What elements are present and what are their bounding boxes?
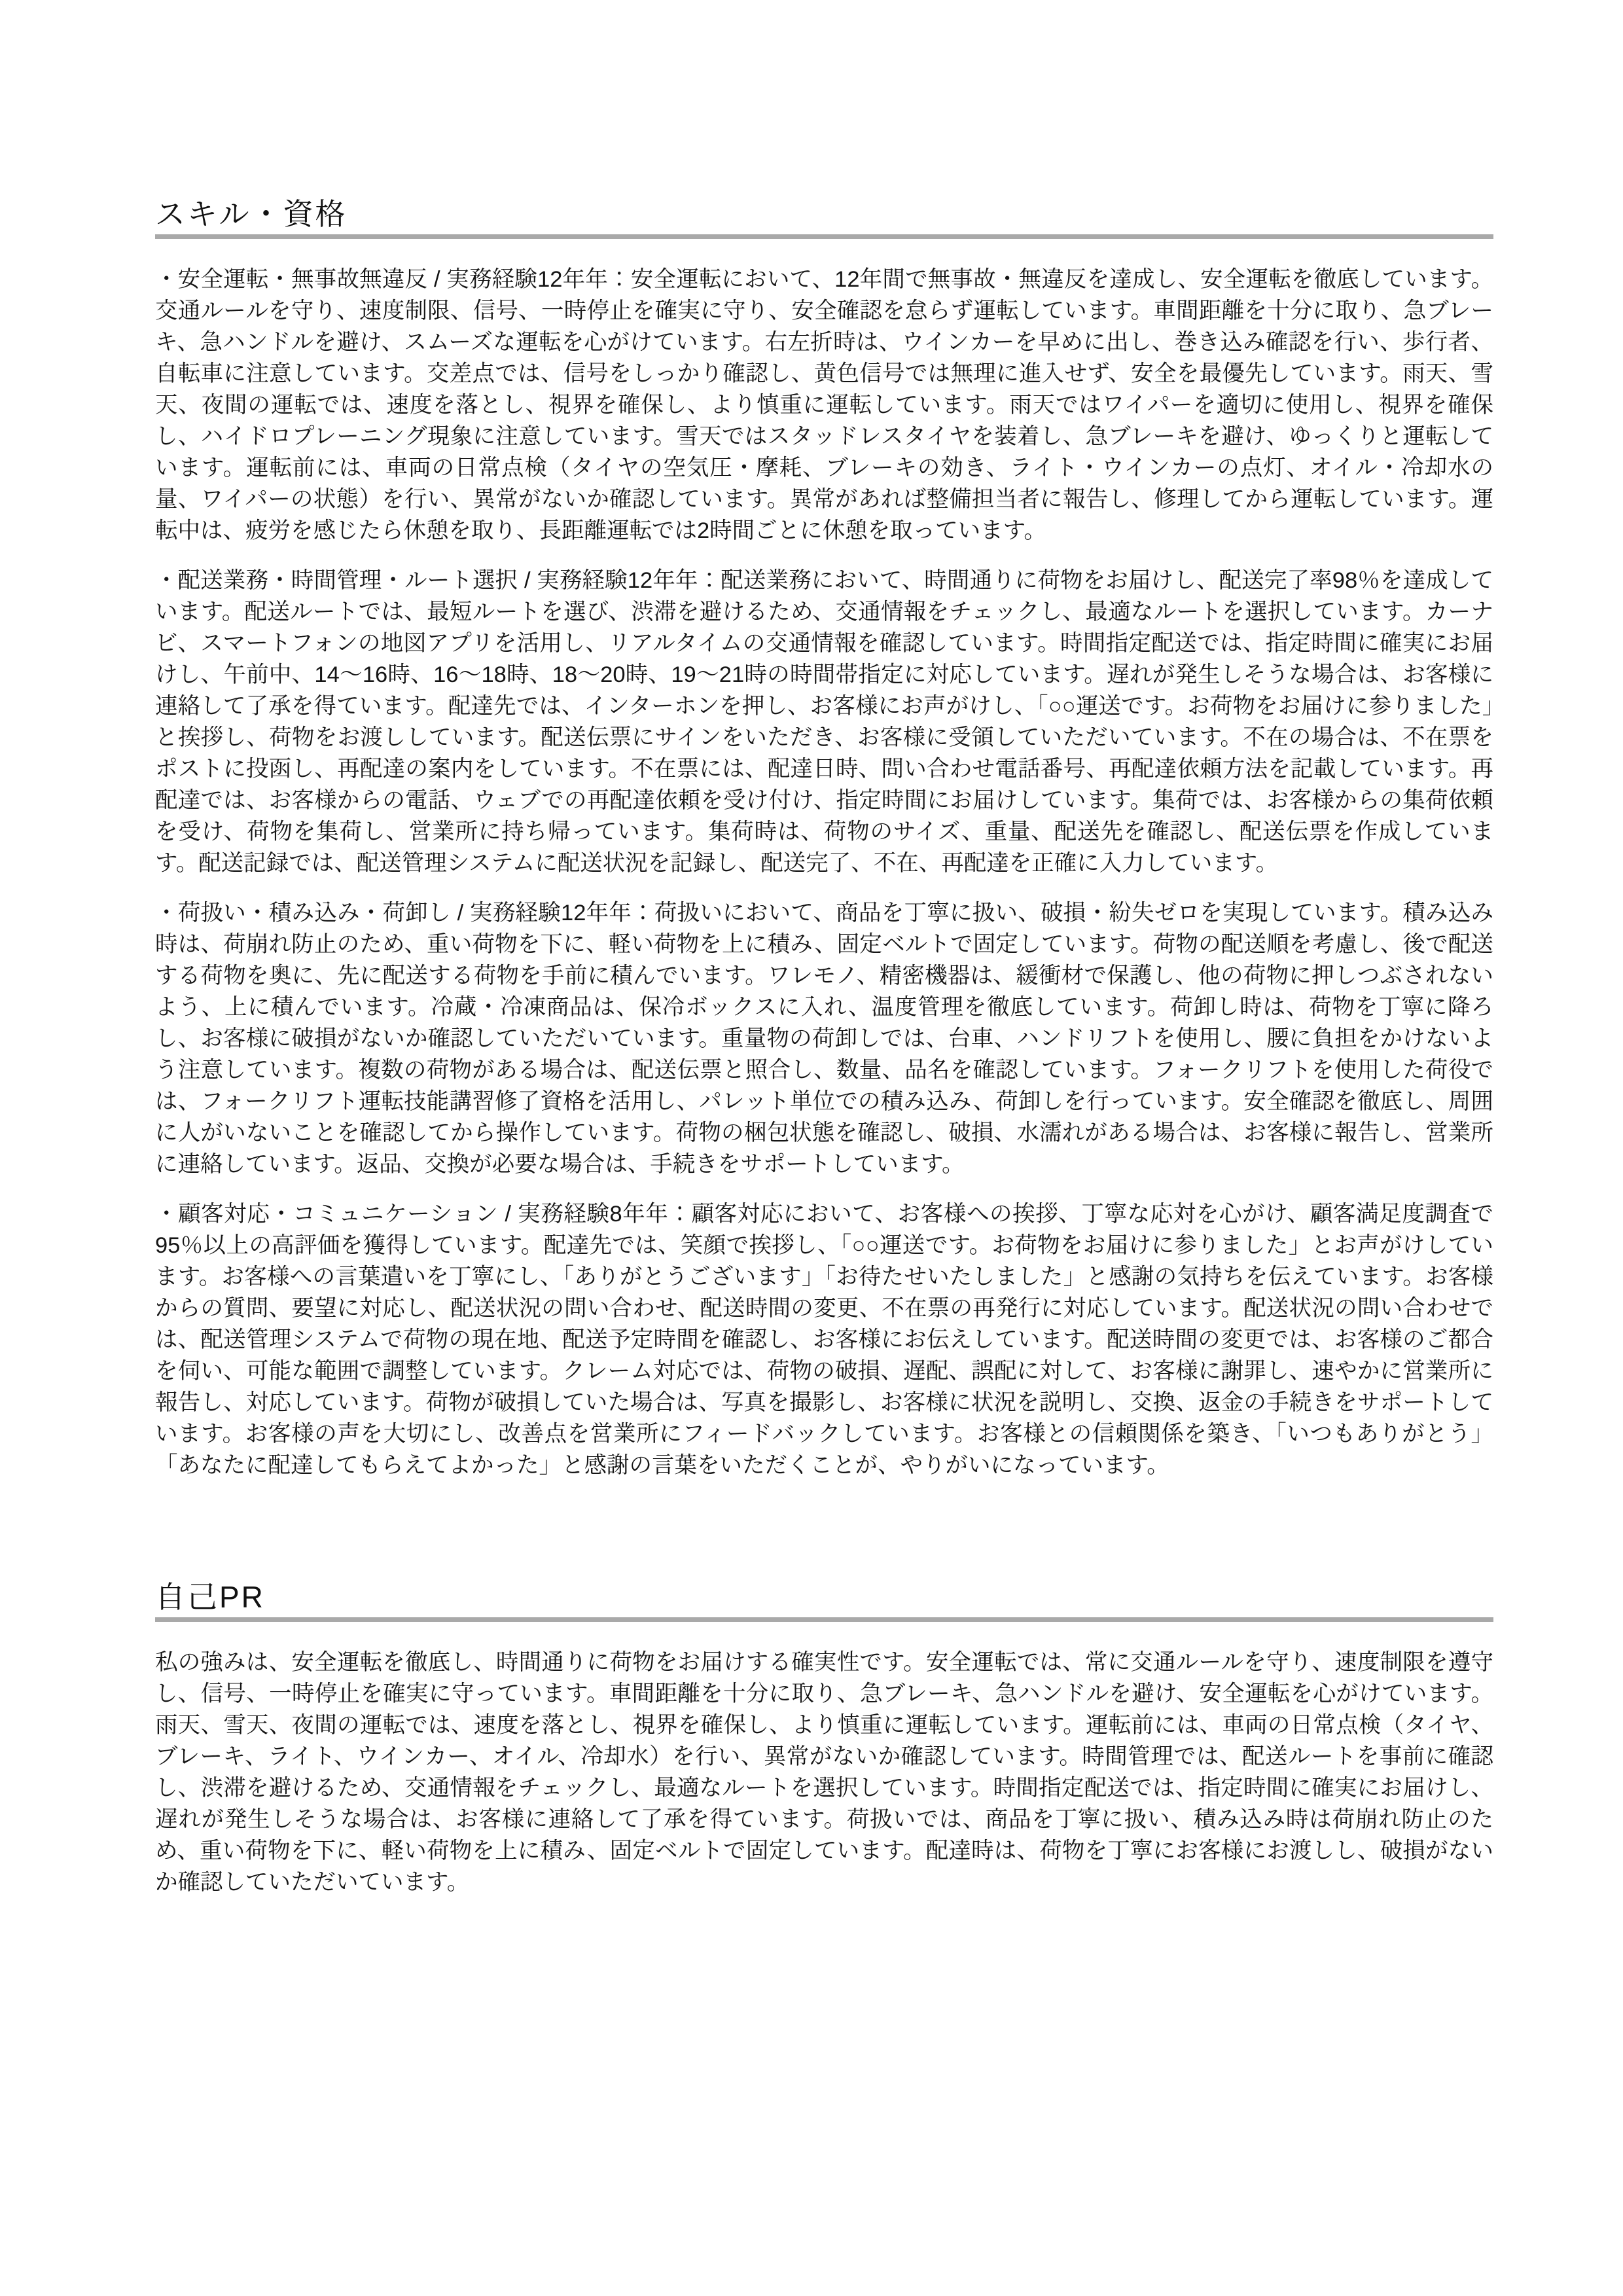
skill-paragraph-safe-driving: ・安全運転・無事故無違反 / 実務経験12年年：安全運転において、12年間で無事故・無違反を達成し、安全運転を徹底しています。交通ルールを守り、速度制限、信号、一時停止を確実に守り、安全確認を怠らず運転しています。車間距離を十分に取り、急ブレーキ、急ハンドルを避け、スムーズな運転を心がけています。右左折時は、ウインカーを早めに出し、巻き込み確認を行い、歩行者、自転車に注意しています。交差点では、信号をしっかり確認し、黄色信号では無理に進入せず、安全を最優先しています。雨天、雪天、夜間の運転では、速度を落とし、視界を確保し、より慎重に運転しています。雨天ではワイパーを適切に使用し、視界を確保し、ハイドロプレーニング現象に注意しています。雪天ではスタッドレスタイヤを装着し、急ブレーキを避け、ゆっくりと運転しています。運転前には、車両の日常点検（タイヤの空気圧・摩耗、ブレーキの効き、ライト・ウインカーの点灯、オイル・冷却水の量、ワイパーの状態）を行い、異常がないか確認しています。異常があれば整備担当者に報告し、修理してから運転しています。運転中は、疲労を感じたら休憩を取り、長距離運転では2時間ごとに休憩を取っています。 <box>155 267 1493 543</box>
skills-section-title: スキル・資格 <box>155 197 348 231</box>
section-self-pr <box>155 1579 1493 1898</box>
self-pr-section-title: 自己PR <box>155 1580 265 1614</box>
skill-paragraph-delivery-time-route: ・配送業務・時間管理・ルート選択 / 実務経験12年年：配送業務において、時間通りに荷物をお届けし、配送完了率98％を達成しています。配送ルートでは、最短ルートを選び、渋滞を避けるため、交通情報をチェックし、最適なルートを選択しています。カーナビ、スマートフォンの地図アプリを活用し、リアルタイムの交通情報を確認しています。時間指定配送では、指定時間に確実にお届けし、午前中、14〜16時、16〜18時、18〜20時、19〜21時の時間帯指定に対応しています。遅れが発生しそうな場合は、お客様に連絡して了承を得ています。配達先では、インターホンを押し、お客様にお声がけし、「○○運送です。お荷物をお届けに参りました」と挨拶し、荷物をお渡ししています。配送伝票にサインをいただき、お客様に受領していただいています。不在の場合は、不在票をポストに投函し、再配達の案内をしています。不在票には、配達日時、問い合わせ電話番号、再配達依頼方法を記載しています。再配達では、お客様からの電話、ウェブでの再配達依頼を受け付け、指定時間にお届けしています。集荷では、お客様からの集荷依頼を受け、荷物を集荷し、営業所に持ち帰っています。集荷時は、荷物のサイズ、重量、配送先を確認し、配送伝票を作成しています。配送記録では、配送管理システムに配送状況を記録し、配送完了、不在、再配達を正確に入力しています。 <box>155 568 1493 876</box>
skills-heading-rule <box>155 234 1493 239</box>
self-pr-paragraph: 私の強みは、安全運転を徹底し、時間通りに荷物をお届けする確実性です。安全運転では、常に交通ルールを守り、速度制限を遵守し、信号、一時停止を確実に守っています。車間距離を十分に取り、急ブレーキ、急ハンドルを避け、安全運転を心がけています。雨天、雪天、夜間の運転では、速度を落とし、視界を確保し、より慎重に運転しています。運転前には、車両の日常点検（タイヤ、ブレーキ、ライト、ウインカー、オイル、冷却水）を行い、異常がないか確認しています。時間管理では、配送ルートを事前に確認し、渋滞を避けるため、交通情報をチェックし、最適なルートを選択しています。時間指定配送では、指定時間に確実にお届けし、遅れが発生しそうな場合は、お客様に連絡して了承を得ています。荷扱いでは、商品を丁寧に扱い、積み込み時は荷崩れ防止のため、重い荷物を下に、軽い荷物を上に積み、固定ベルトで固定しています。配達時は、荷物を丁寧にお客様にお渡しし、破損がないか確認していただいています。 <box>155 1650 1493 1895</box>
section-skills <box>155 0 1493 1481</box>
self-pr-heading-rule <box>155 1617 1493 1622</box>
skill-paragraph-customer-service: ・顧客対応・コミュニケーション / 実務経験8年年：顧客対応において、お客様への挨拶、丁寧な応対を心がけ、顧客満足度調査で95％以上の高評価を獲得しています。配達先では、笑顔で挨拶し、「○○運送です。お荷物をお届けに参りました」とお声がけしています。お客様への言葉遣いを丁寧にし、「ありがとうございます」「お待たせいたしました」と感謝の気持ちを伝えています。お客様からの質問、要望に対応し、配送状況の問い合わせ、配送時間の変更、不在票の再発行に対応しています。配送状況の問い合わせでは、配送管理システムで荷物の現在地、配送予定時間を確認し、お客様にお伝えしています。配送時間の変更では、お客様のご都合を伺い、可能な範囲で調整しています。クレーム対応では、荷物の破損、遅配、誤配に対して、お客様に謝罪し、速やかに営業所に報告し、対応しています。荷物が破損していた場合は、写真を撮影し、お客様に状況を説明し、交換、返金の手続きをサポートしています。お客様の声を大切にし、改善点を営業所にフィードバックしています。お客様との信頼関係を築き、「いつもありがとう」「あなたに配達してもらえてよかった」と感謝の言葉をいただくことが、やりがいになっています。 <box>155 1202 1493 1478</box>
page-content <box>155 0 1493 1898</box>
skill-paragraph-cargo-handling: ・荷扱い・積み込み・荷卸し / 実務経験12年年：荷扱いにおいて、商品を丁寧に扱い、破損・紛失ゼロを実現しています。積み込み時は、荷崩れ防止のため、重い荷物を下に、軽い荷物を上に積み、固定ベルトで固定しています。荷物の配送順を考慮し、後で配送する荷物を奥に、先に配送する荷物を手前に積んでいます。ワレモノ、精密機器は、緩衝材で保護し、他の荷物に押しつぶされないよう、上に積んでいます。冷蔵・冷凍商品は、保冷ボックスに入れ、温度管理を徹底しています。荷卸し時は、荷物を丁寧に降ろし、お客様に破損がないか確認していただいています。重量物の荷卸しでは、台車、ハンドリフトを使用し、腰に負担をかけないよう注意しています。複数の荷物がある場合は、配送伝票と照合し、数量、品名を確認しています。フォークリフトを使用した荷役では、フォークリフト運転技能講習修了資格を活用し、パレット単位での積み込み、荷卸しを行っています。安全確認を徹底し、周囲に人がいないことを確認してから操作しています。荷物の梱包状態を確認し、破損、水濡れがある場合は、お客様に報告し、営業所に連絡しています。返品、交換が必要な場合は、手続きをサポートしています。 <box>155 901 1493 1177</box>
